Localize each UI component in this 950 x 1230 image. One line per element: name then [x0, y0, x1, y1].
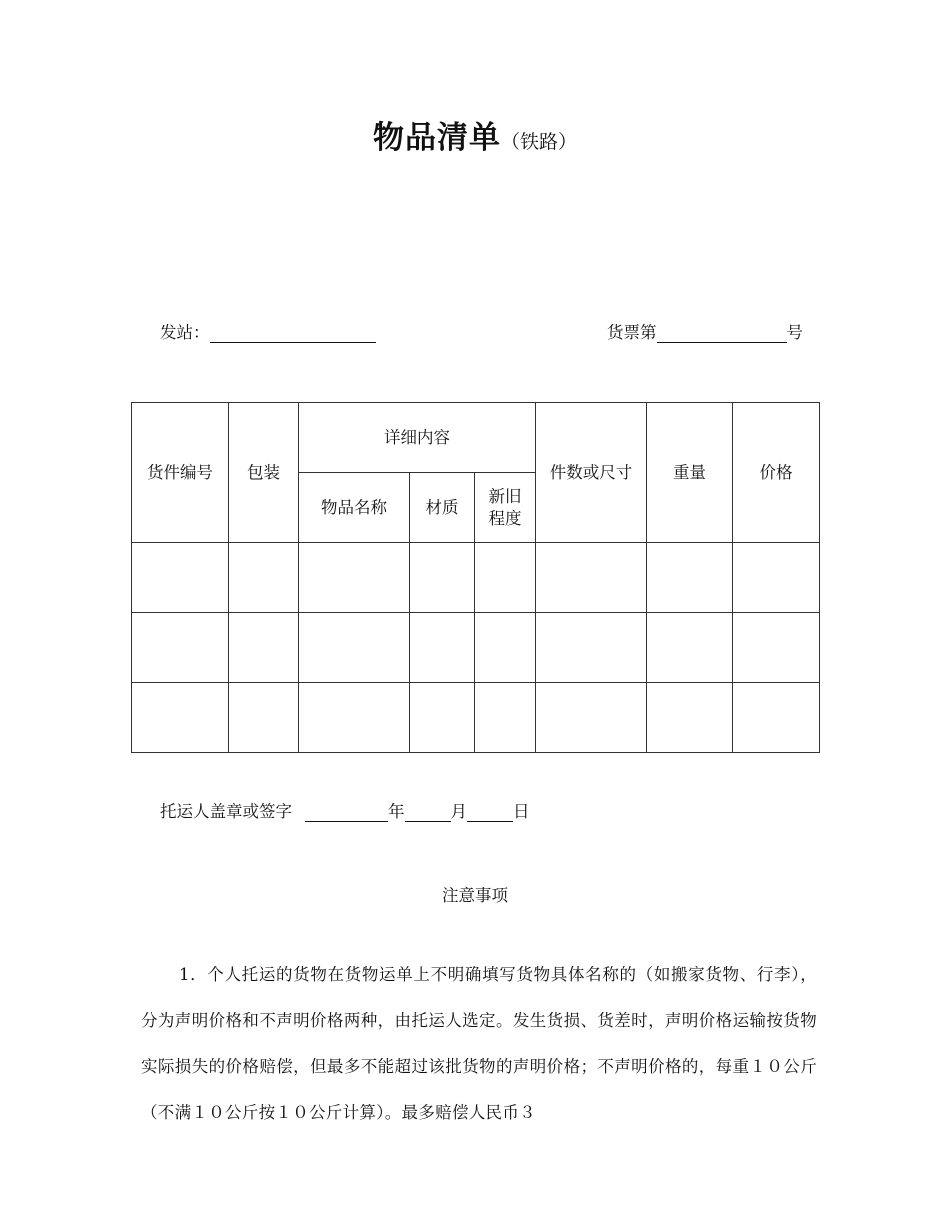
station-label: 发站： — [160, 323, 210, 342]
table-cell[interactable] — [410, 613, 475, 683]
table-cell[interactable] — [536, 683, 647, 753]
table-cell[interactable] — [647, 683, 733, 753]
table-cell[interactable] — [475, 613, 536, 683]
ticket-number-field — [607, 319, 803, 343]
header-condition-line2: 程度 — [488, 508, 522, 528]
table-row — [132, 613, 820, 683]
signature-line — [160, 798, 530, 822]
month-label: 月 — [450, 802, 467, 821]
table-cell[interactable] — [132, 683, 229, 753]
header-item-no: 货件编号 — [132, 403, 229, 543]
table-cell[interactable] — [475, 543, 536, 613]
note-paragraph: 1．个人托运的货物在货物运单上不明确填写货物具体名称的（如搬家货物、行李），分为声明价格和不声明价格两种，由托运人选定。发生货损、货差时，声明价格运输按货物实际损失的价格赔偿，但最多不能超过该批货物的声明价格；不声明价格的，每重１０公斤（不满１０公斤按１０公斤计算）。最多赔偿人民币３ — [141, 965, 817, 1122]
table-cell[interactable] — [647, 613, 733, 683]
table-cell[interactable] — [410, 683, 475, 753]
table-cell[interactable] — [536, 543, 647, 613]
day-blank[interactable] — [467, 803, 513, 822]
header-condition-line1: 新旧 — [488, 487, 522, 507]
table-cell[interactable] — [229, 613, 299, 683]
table-cell[interactable] — [229, 543, 299, 613]
table-cell[interactable] — [299, 613, 410, 683]
station-blank[interactable] — [210, 324, 376, 343]
ticket-prefix: 货票第 — [607, 323, 657, 342]
month-blank[interactable] — [405, 803, 451, 822]
table-cell[interactable] — [299, 543, 410, 613]
ticket-number-blank[interactable] — [657, 324, 787, 343]
header-material: 材质 — [410, 473, 475, 543]
year-label: 年 — [388, 802, 405, 821]
signature-label: 托运人盖章或签字 — [160, 802, 292, 821]
title-main: 物品清单 — [372, 120, 501, 156]
header-packing: 包装 — [229, 403, 299, 543]
day-label: 日 — [513, 802, 530, 821]
item-list-table — [131, 402, 820, 753]
header-details: 详细内容 — [299, 403, 536, 473]
title-sub: （铁路） — [500, 131, 577, 153]
header-price: 价格 — [733, 403, 820, 543]
year-blank[interactable] — [305, 803, 388, 822]
notes-title: 注意事项 — [442, 886, 508, 905]
header-condition — [475, 473, 536, 543]
header-quantity: 件数或尺寸 — [536, 403, 647, 543]
table-cell[interactable] — [299, 683, 410, 753]
document-title — [0, 112, 950, 157]
table-cell[interactable] — [475, 683, 536, 753]
ticket-suffix: 号 — [786, 323, 803, 342]
table-row — [132, 683, 820, 753]
table-cell[interactable] — [132, 543, 229, 613]
station-field — [160, 319, 376, 343]
table-row — [132, 543, 820, 613]
table-cell[interactable] — [733, 613, 820, 683]
table-cell[interactable] — [229, 683, 299, 753]
table-cell[interactable] — [733, 543, 820, 613]
table-cell[interactable] — [132, 613, 229, 683]
table-cell[interactable] — [536, 613, 647, 683]
header-weight: 重量 — [647, 403, 733, 543]
header-item-name: 物品名称 — [299, 473, 410, 543]
table-cell[interactable] — [733, 683, 820, 753]
table-cell[interactable] — [647, 543, 733, 613]
table-cell[interactable] — [410, 543, 475, 613]
